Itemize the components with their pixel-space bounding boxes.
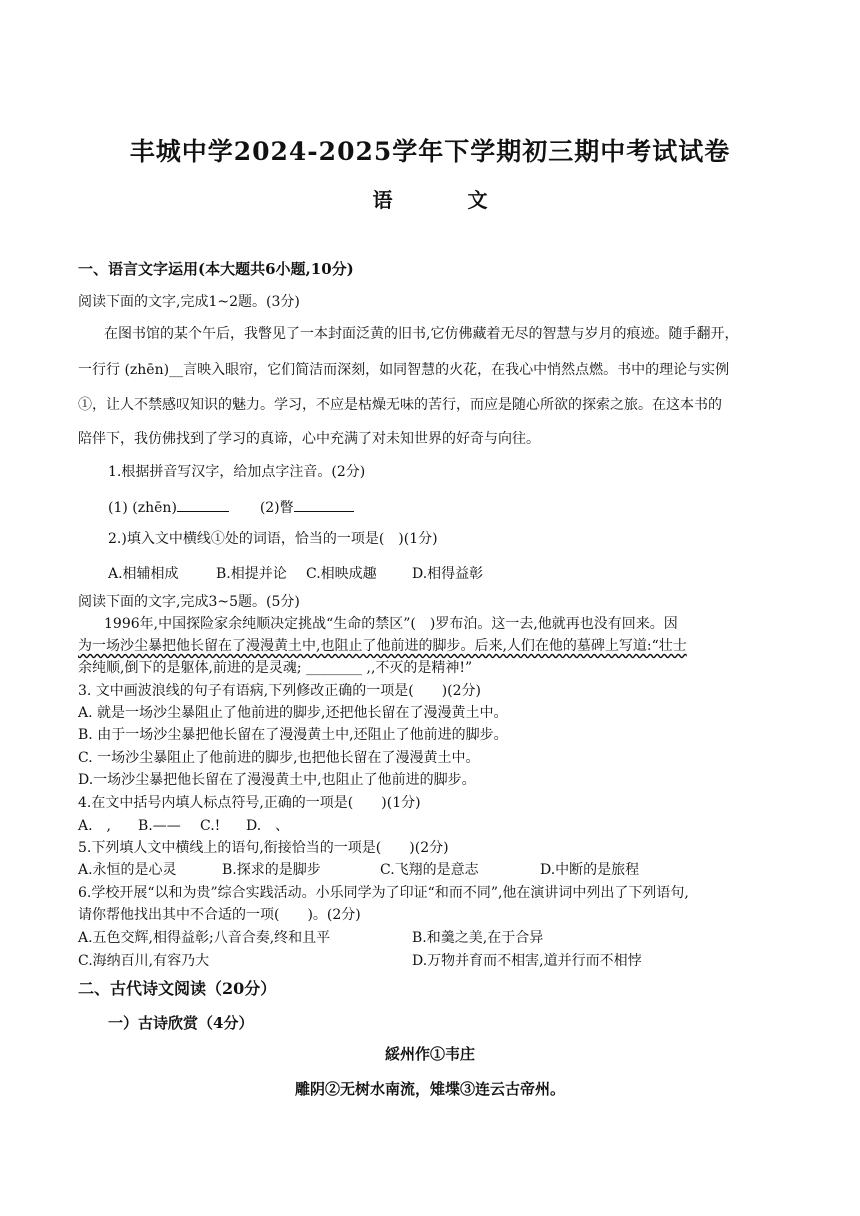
section2-heading: 二、古代诗文阅读（20分） xyxy=(78,979,277,998)
question-5: 5.下列填人文中横线上的语句,衔接恰当的一项是( )(2分) xyxy=(78,840,449,856)
subject-title: 语 文 xyxy=(372,188,522,212)
passage2-line-1: 1996年,中国探险家余纯顺决定挑战“生命的禁区”( )罗布泊。这一去,他就再也没有回来。因 xyxy=(104,616,678,632)
q4-option-c[interactable]: C.! xyxy=(200,818,221,834)
question-6-options-row-1 xyxy=(78,929,543,947)
q2-option-b[interactable]: B.相提并论 xyxy=(216,566,287,582)
q1a-answer-blank[interactable] xyxy=(177,497,229,512)
passage-line-4: 陪伴下，我仿佛找到了学习的真谛，心中充满了对未知世界的好奇与向往。 xyxy=(78,431,540,447)
section1-heading: 一、语言文字运用(本大题共6小题,10分) xyxy=(78,260,354,278)
q1b-answer-blank[interactable] xyxy=(294,497,354,512)
question-1: 1.根据拼音写汉字，给加点字注音。(2分) xyxy=(108,464,366,480)
q5-option-a[interactable]: A.永恒的是心灵 xyxy=(78,862,177,878)
passage2-line-2 xyxy=(78,637,687,655)
q6-option-a[interactable]: A.五色交辉,相得益彰;八音合奏,终和且平 xyxy=(78,930,331,946)
q3-option-c[interactable]: C. 一场沙尘暴阻止了他前进的脚步,也把他长留在了漫漫黄土中。 xyxy=(78,750,480,766)
q5-option-c[interactable]: C.飞翔的是意志 xyxy=(380,862,479,878)
question-5-options xyxy=(78,861,639,879)
question-6-line-1: 6.学校开展“以和为贵”综合实践活动。小乐同学为了印证“和而不同”,他在演讲词中列出了下列语句, xyxy=(78,885,689,901)
q1a-label: (1) (zhēn) xyxy=(108,500,177,516)
q5-option-b[interactable]: B.探求的是脚步 xyxy=(222,862,321,878)
question-6-options-row-2 xyxy=(78,952,642,970)
q4-option-a[interactable]: A. , xyxy=(78,818,112,834)
q3-option-a[interactable]: A. 就是一场沙尘暴阻止了他前进的脚步,还把他长留在了漫漫黄土中。 xyxy=(78,705,508,721)
q3-option-b[interactable]: B. 由于一场沙尘暴把他长留在了漫漫黄土中,还阻止了他前进的脚步。 xyxy=(78,727,508,743)
question-4: 4.在文中括号内填人标点符号,正确的一项是( )(1分) xyxy=(78,795,421,811)
question-6-line-2: 请你帮他找出其中不合适的一项( )。(2分) xyxy=(78,907,361,923)
q6-option-c[interactable]: C.海纳百川,有容乃大 xyxy=(78,953,210,969)
question-1-answers xyxy=(108,497,354,517)
reading-intro-1: 阅读下面的文字,完成1~2题。(3分) xyxy=(78,294,300,310)
q2-option-a[interactable]: A.相辅相成 xyxy=(108,566,179,582)
q1b-label: (2)瞥 xyxy=(259,500,294,516)
q5-option-d[interactable]: D.中断的是旅程 xyxy=(540,862,640,878)
q2-option-d[interactable]: D.相得益彰 xyxy=(412,566,484,582)
q4-option-d[interactable]: D. 、 xyxy=(246,818,290,834)
question-2-options xyxy=(108,565,483,583)
poem-line-1: 雕阴②无树水南流，雉堞③连云古帝州。 xyxy=(294,1080,565,1098)
passage-line-1: 在图书馆的某个午后，我瞥见了一本封面泛黄的旧书,它仿佛藏着无尽的智慧与岁月的痕迹。随手翻开， xyxy=(104,326,739,342)
wavy-sentence: 为一场沙尘暴把他长留在了漫漫黄土中,也阻止了他前进的脚步。后来,人们在他的墓碑上写道:“壮士 xyxy=(78,638,687,654)
reading-intro-2: 阅读下面的文字,完成3~5题。(5分) xyxy=(78,594,300,610)
q6-option-b[interactable]: B.和羹之美,在于合异 xyxy=(412,930,544,946)
poem-title: 綏州作①韦庄 xyxy=(384,1045,475,1063)
q3-option-d[interactable]: D.一场沙尘暴把他长留在了漫漫黄土中,也阻止了他前进的脚步。 xyxy=(78,772,476,788)
question-2: 2.)填入文中横线①处的词语，恰当的一项是( )(1分) xyxy=(108,531,438,547)
exam-title: 丰城中学2024-2025学年下学期初三期中考试试卷 xyxy=(129,137,731,166)
q2-option-c[interactable]: C.相映成趣 xyxy=(306,566,377,582)
q4-option-b[interactable]: B.—— xyxy=(138,818,181,834)
section2-subheading: 一）古诗欣赏（4分） xyxy=(108,1014,254,1032)
q6-option-d[interactable]: D.万物并育而不相害,道并行而不相悖 xyxy=(412,953,642,969)
question-3: 3. 文中画波浪线的句子有语病,下列修改正确的一项是( )(2分) xyxy=(78,683,482,699)
passage-line-2: 一行行 (zhēn)__言映入眼帘，它们简洁而深刻，如同智慧的火花，在我心中悄然点燃。书中的理论与实例 xyxy=(78,362,730,378)
question-4-options xyxy=(78,817,289,835)
passage2-line-3: 余纯顺,倒下的是躯体,前进的是灵魂; ________ ,,不灭的是精神!” xyxy=(78,660,473,676)
passage-line-3: ①，让人不禁感叹知识的魅力。学习，不应是枯燥无味的苦行，而应是随心所欲的探索之旅。在这本书的 xyxy=(78,397,722,413)
